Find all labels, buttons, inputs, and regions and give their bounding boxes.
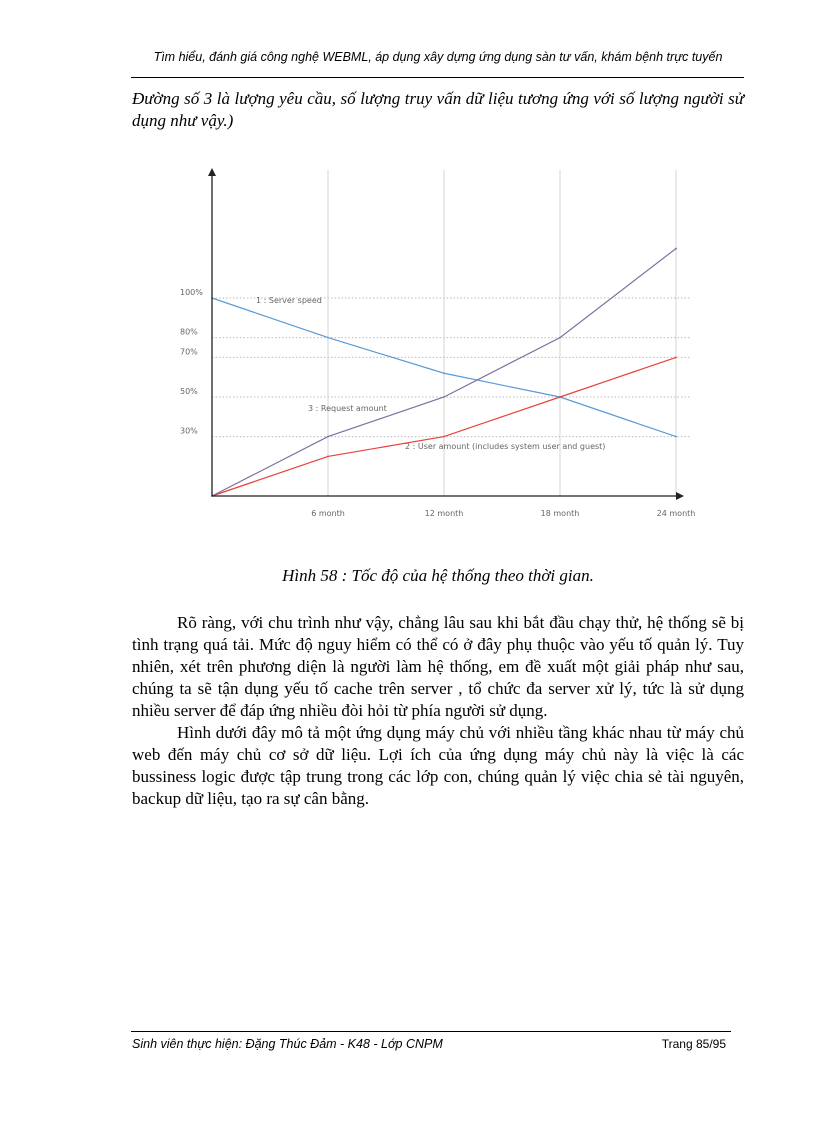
body-text [132, 612, 744, 810]
data-point-user-4 [675, 357, 677, 359]
data-point-user-2 [443, 436, 445, 438]
data-point-request-3 [559, 337, 561, 339]
running-header: Tìm hiểu, đánh giá công nghệ WEBML, áp dụng xây dựng ứng dụng sàn tư vấn, khám bệnh trực tuyến [153, 50, 723, 64]
y-tick-label: 30% [180, 426, 198, 436]
body-paragraph-1: Rõ ràng, với chu trình như vậy, chẳng lâu sau khi bắt đầu chạy thử, hệ thống sẽ bị tình trạng quá tải. Mức độ nguy hiểm có thể có ở đây phụ thuộc vào yếu tố quản lý. Tuy nhiên, xét trên phương diện là người làm hệ thống, em đề xuất một giải pháp như sau, chúng ta sẽ tận dụng yếu tố cache trên server , tổ chức đa server xử lý, tức là sử dụng nhiều server để đáp ứng nhiều đòi hỏi từ phía người sử dụng. [132, 613, 744, 720]
header-rule [131, 77, 744, 78]
series-label-server: 1 : Server speed [256, 296, 322, 305]
data-point-user-3 [559, 396, 561, 398]
y-tick-label: 70% [180, 347, 198, 357]
body-paragraph-2: Hình dưới đây mô tả một ứng dụng máy chủ với nhiều tầng khác nhau từ máy chủ web đến máy chủ cơ sở dữ liệu. Lợi ích của ứng dụng máy chủ này là việc là các bussiness logic được tập trung trong các lớp con, chúng quản lý việc chia sẻ tài nguyên, backup dữ liệu, tạo ra sự cân bằng. [132, 723, 744, 808]
y-tick-label: 80% [180, 327, 198, 337]
lead-paragraph: Đường số 3 là lượng yêu cầu, số lượng truy vấn dữ liệu tương ứng với số lượng người sử dụng như vậy.) [132, 89, 744, 130]
x-tick-label: 12 month [424, 509, 464, 518]
x-tick-label: 6 month [311, 509, 345, 518]
figure-caption: Hình 58 : Tốc độ của hệ thống theo thời gian. [282, 566, 594, 585]
footer-rule [131, 1031, 731, 1032]
data-point-user-1 [327, 456, 329, 458]
data-point-server-1 [327, 337, 329, 339]
footer-page-number: Trang 85/95 [661, 1037, 726, 1051]
x-tick-label: 24 month [656, 509, 696, 518]
data-point-request-2 [443, 396, 445, 398]
footer-author: Sinh viên thực hiện: Đặng Thúc Đảm - K48 - Lớp CNPM [132, 1037, 443, 1051]
data-point-server-4 [675, 436, 677, 438]
x-tick-label: 18 month [540, 509, 580, 518]
data-point-request-4 [675, 248, 677, 250]
y-tick-label: 50% [180, 387, 198, 396]
data-point-server-2 [443, 372, 445, 374]
data-point-request-1 [327, 436, 329, 438]
series-label-request: 3 : Request amount [308, 404, 387, 413]
figure-58-line-chart [170, 160, 700, 530]
series-label-user: 2 : User amount (includes system user and guest) [405, 442, 606, 451]
y-tick-label: 100% [180, 288, 203, 297]
